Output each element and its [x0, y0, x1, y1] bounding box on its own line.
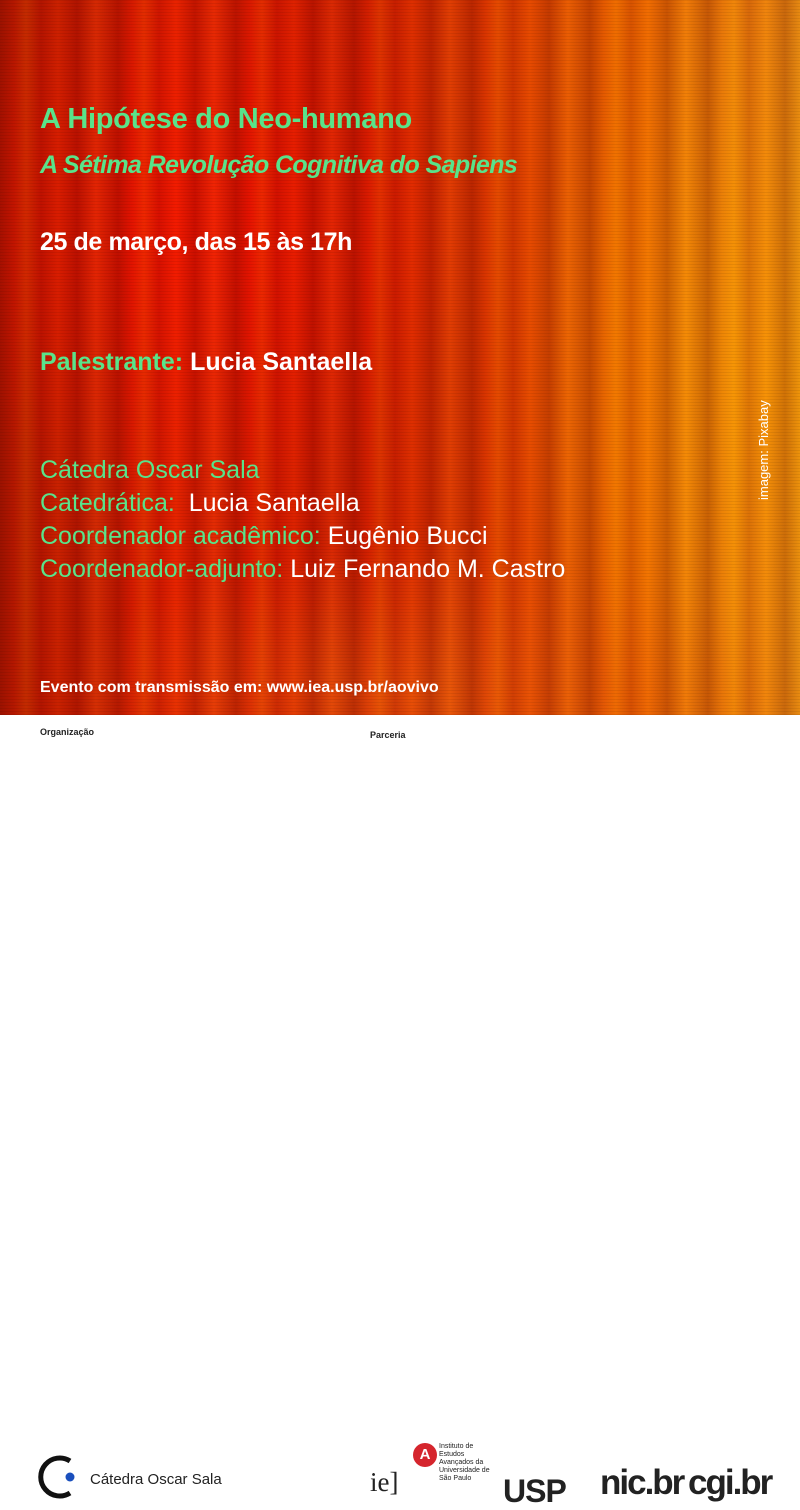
chair-row-adjunto: [40, 555, 565, 584]
iea-badge: A: [413, 1443, 437, 1467]
iea-name: Instituto de Estudos Avançados da Universidade de São Paulo: [439, 1443, 490, 1482]
chair-row-catedratica: [40, 489, 360, 518]
cgi-br-logo-icon: cgi.br: [688, 1463, 772, 1502]
chair-name: Cátedra Oscar Sala: [40, 456, 260, 484]
event-date-time: 25 de março, das 15 às 17h: [40, 228, 353, 256]
chair-row-coordenador: [40, 522, 488, 551]
iea-logo-icon: ie]: [370, 1467, 399, 1497]
image-credit: imagem: Pixabay: [756, 400, 771, 500]
stream-info: Evento com transmissão em: www.iea.usp.br/aovivo: [40, 679, 439, 696]
usp-logo-icon: USP: [503, 1473, 566, 1509]
chair-row-label: Catedrática:: [40, 489, 175, 517]
chair-row-value: Lucia Santaella: [188, 489, 360, 517]
speaker-label: Palestrante:: [40, 348, 184, 376]
cos-logo-icon: [40, 1453, 76, 1501]
nic-br-logo-icon: nic.br: [600, 1463, 684, 1502]
partnership-label: Parceria: [370, 730, 406, 740]
chair-row-label: Coordenador-adjunto:: [40, 555, 284, 583]
poster-background: [0, 0, 800, 715]
organization-name: Cátedra Oscar Sala: [90, 1471, 222, 1488]
event-subtitle: A Sétima Revolução Cognitiva do Sapiens: [40, 151, 518, 179]
event-title: A Hipótese do Neo-humano: [40, 103, 412, 135]
speaker-line: [40, 348, 372, 377]
chair-row-value: Eugênio Bucci: [327, 522, 488, 550]
chair-row-label: Coordenador acadêmico:: [40, 522, 321, 550]
organization-label: Organização: [40, 727, 95, 737]
chair-row-value: Luiz Fernando M. Castro: [290, 555, 566, 583]
speaker-name: Lucia Santaella: [190, 348, 373, 376]
footer: [0, 715, 800, 1509]
